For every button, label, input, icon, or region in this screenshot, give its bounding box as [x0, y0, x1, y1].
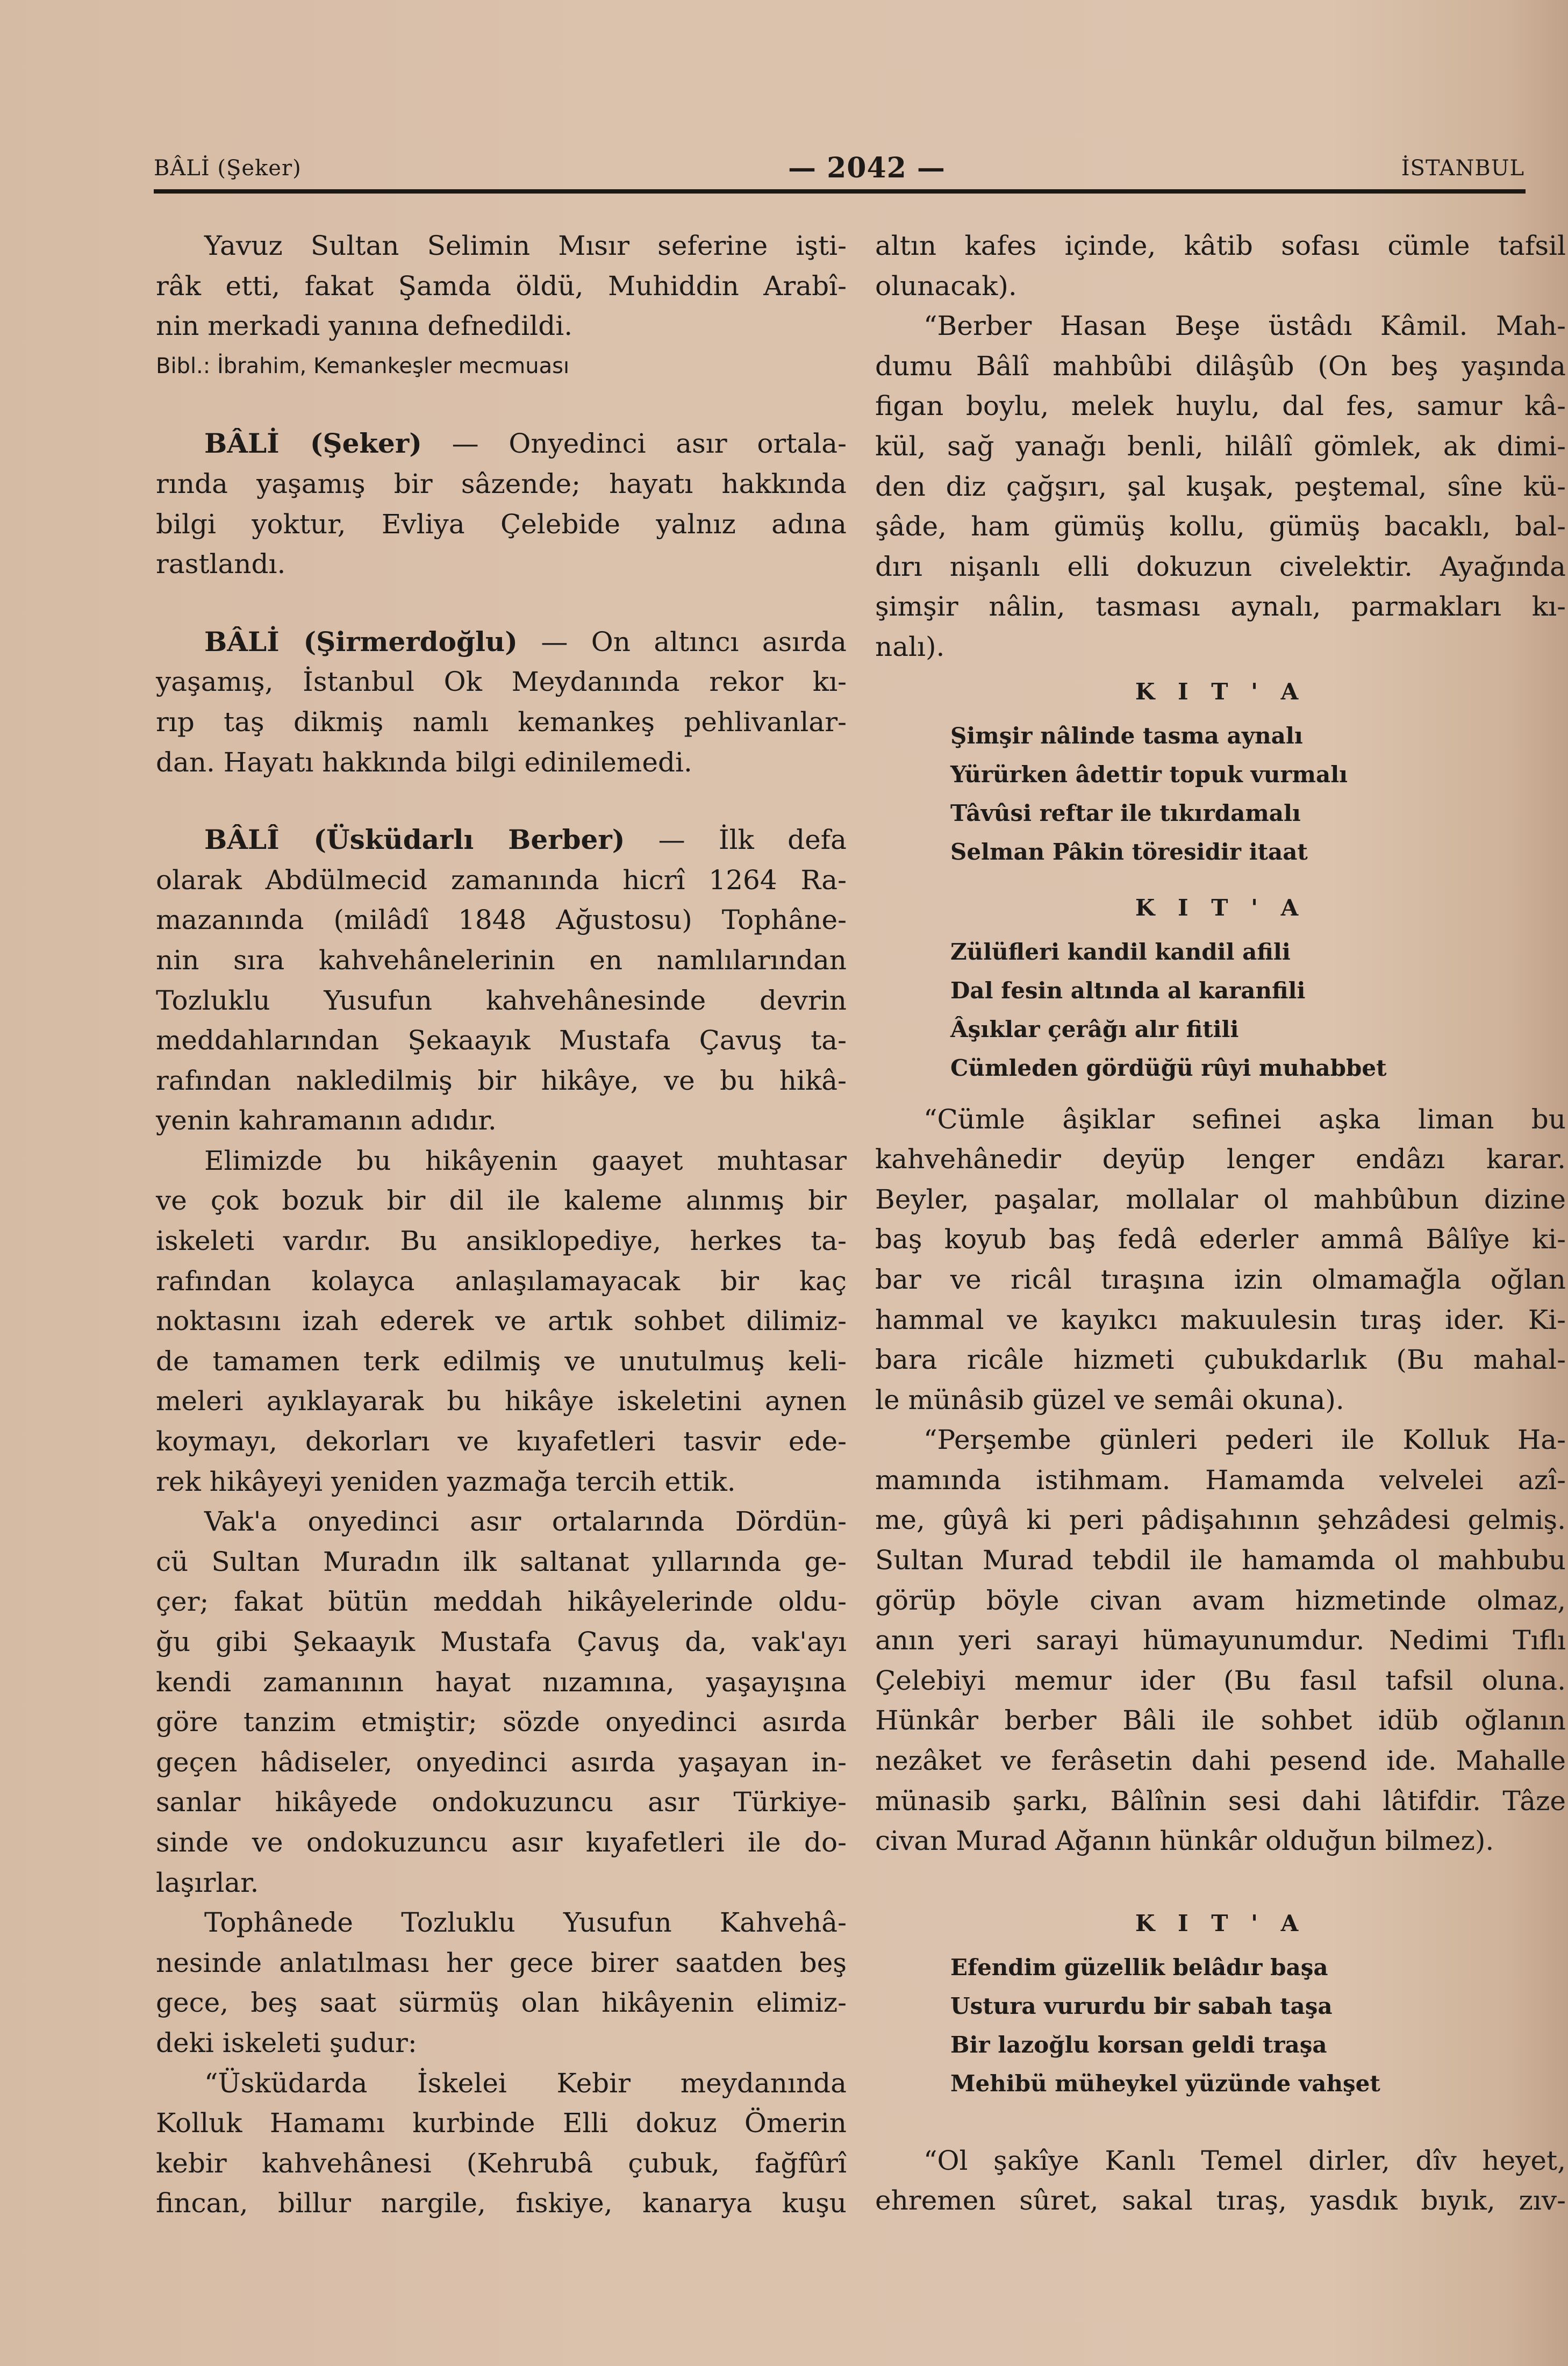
running-head-volume: İSTANBUL: [1401, 156, 1524, 181]
text-line: nesinde anlatılması her gece birer saatden beş: [156, 1947, 847, 1978]
right-column: [875, 226, 1566, 2221]
text-line: meleri ayıklayarak bu hikâye iskeletini aynen: [156, 1385, 847, 1417]
entry-bali-uskudarli: [156, 820, 847, 1141]
text-line: bar ve ricâl tıraşına izin olmamağla oğlan: [875, 1263, 1566, 1295]
text-line: şâde, ham gümüş kollu, gümüş bacaklı, bal-: [875, 511, 1566, 542]
text-line: nezâket ve ferâsetin dahi pesend ide. Mahalle: [875, 1745, 1566, 1777]
text-line: kahvehânedir deyüp lenger endâzı karar.: [875, 1143, 1566, 1175]
entry-headword: BÂLİ (Şirmerdoğlu): [204, 625, 518, 657]
text-line: “Üsküdarda İskelei Kebir meydanında: [204, 2067, 847, 2099]
text-line: de tamamen terk edilmiş ve unutulmuş keli-: [156, 1345, 847, 1377]
text-line: çer; fakat bütün meddah hikâyelerinde oldu-: [156, 1586, 847, 1618]
text-line: noktasını izah ederek ve artık sohbet dilimiz-: [156, 1305, 847, 1337]
text-line: dırı nişanlı elli dokuzun civelektir. Ayağında: [875, 551, 1566, 582]
verse-block-2: [875, 883, 1566, 1088]
verse-title: K I T ' A: [1135, 894, 1306, 921]
text-line: ğu gibi Şekaayık Mustafa Çavuş da, vak'ayı: [156, 1626, 847, 1657]
text-line: Kolluk Hamamı kurbinde Elli dokuz Ömerin: [156, 2107, 847, 2139]
verse-block-3: [875, 1899, 1566, 2103]
paragraph-persembe: [875, 1420, 1566, 1861]
paragraph-ol-sakiye: [875, 2141, 1566, 2221]
text-line: altın kafes içinde, kâtib sofası cümle tafsil: [875, 230, 1566, 261]
text-line: Beyler, paşalar, mollalar ol mahbûbun dizine: [875, 1183, 1566, 1215]
text-line: Elimizde bu hikâyenin gaayet muhtasar: [204, 1145, 847, 1176]
verse-line: Tâvûsi reftar ile tıkırdamalı: [950, 799, 1301, 826]
text-line: Çelebiyi memur ider (Bu fasıl tafsil oluna.: [875, 1664, 1566, 1696]
text-line: den diz çağşırı, şal kuşak, peştemal, sîne kü-: [875, 470, 1566, 502]
text-line: BÂLİ (Şeker) — Onyedinci asır ortala-: [204, 427, 847, 460]
entry-bali-seker: [156, 424, 847, 584]
text-line: “Ol şakîye Kanlı Temel dirler, dîv heyet,: [923, 2145, 1566, 2176]
verse-line: Selman Pâkin töresidir itaat: [950, 838, 1308, 865]
text-line: civan Murad Ağanın hünkâr olduğun bilmez).: [875, 1825, 1494, 1857]
text-line: yaşamış, İstanbul Ok Meydanında rekor kı-: [156, 666, 847, 698]
text-line: rında yaşamış bir sâzende; hayatı hakkında: [156, 468, 847, 499]
text-line: kül, sağ yanağı benli, hilâlî gömlek, ak dimi-: [875, 430, 1566, 462]
text-line: figan boylu, melek huylu, dal fes, samur kâ-: [875, 390, 1566, 422]
verse-line: Ustura vururdu bir sabah taşa: [950, 1992, 1333, 2019]
text-line: bilgi yoktur, Evliya Çelebide yalnız adına: [156, 508, 847, 540]
text-line: deki iskeleti şudur:: [156, 2027, 417, 2058]
text-line: “Cümle âşiklar sefinei aşka liman bu: [923, 1103, 1566, 1135]
text-line: meddahlarından Şekaayık Mustafa Çavuş ta-: [156, 1025, 847, 1056]
text-line: göre tanzim etmiştir; sözde onyedinci asırda: [156, 1706, 847, 1738]
text-line: le münâsib güzel ve semâi okuna).: [875, 1384, 1344, 1416]
text-line: yenin kahramanın adıdır.: [156, 1105, 497, 1136]
text-line: râk etti, fakat Şamda öldü, Muhiddin Arabî-: [156, 270, 847, 302]
text-line: ve çok bozuk bir dil ile kaleme alınmış bir: [156, 1185, 847, 1217]
text-line: geçen hâdiseler, onyedinci asırda yaşayan in-: [156, 1746, 847, 1778]
text-line: “Berber Hasan Beşe üstâdı Kâmil. Mah-: [923, 310, 1566, 342]
paragraph-yavuz: [156, 226, 847, 346]
text-line: Tozluklu Yusufun kahvehânesinde devrin: [156, 984, 847, 1016]
paragraph-continuation: [875, 226, 1566, 306]
running-head: [154, 145, 1524, 188]
text-line: rafından nakledilmiş bir hikâye, ve bu hikâ-: [156, 1064, 847, 1096]
text-line: gece, beş saat sürmüş olan hikâyenin elimiz-: [156, 1987, 847, 2019]
text-line: hammal ve kayıkcı makuulesin tıraş ider. Ki-: [875, 1304, 1566, 1335]
verse-line: Efendim güzellik belâdır başa: [950, 1954, 1328, 1981]
text-line: nin sıra kahvehânelerinin en namlılarından: [156, 944, 847, 976]
verse-title: K I T ' A: [1135, 1910, 1306, 1936]
paragraph-cumle: [875, 1099, 1566, 1420]
page-number: — 2042 —: [788, 152, 946, 184]
text-line: BÂLÎ (Üsküdarlı Berber) — İlk defa: [204, 824, 847, 856]
verse-line: Bir lazoğlu korsan geldi traşa: [950, 2031, 1327, 2058]
verse-block-1: [875, 667, 1566, 871]
text-line: nalı).: [875, 631, 945, 662]
text-line: iskeleti vardır. Bu ansiklopediye, herkes ta-: [156, 1225, 847, 1257]
text-line: rafından kolayca anlaşılamayacak bir kaç: [156, 1265, 847, 1297]
text-line: rek hikâyeyi yeniden yazmağa tercih ettik.: [156, 1466, 736, 1497]
paragraph-vaka: [156, 1502, 847, 1903]
paragraph-berber: [875, 306, 1566, 667]
text-line: mamında istihmam. Hamamda velvelei azî-: [875, 1464, 1566, 1496]
text-line: rıp taş dikmiş namlı kemankeş pehlivanlar-: [156, 706, 847, 738]
text-line: BÂLİ (Şirmerdoğlu) — On altıncı asırda: [204, 625, 847, 657]
text-line: görüp böyle civan avam hizmetinde olmaz,: [875, 1584, 1566, 1616]
text-line: şimşir nâlin, tasması aynalı, parmakları kı-: [875, 591, 1566, 623]
text-line: Sultan Murad tebdil ile hamamda ol mahbubu: [875, 1545, 1566, 1576]
text-line: ehremen sûret, sakal tıraş, yasdık bıyık, zıv-: [875, 2185, 1566, 2217]
text-line: Vak'a onyedinci asır ortalarında Dördün-: [204, 1506, 847, 1538]
verse-title: K I T ' A: [1135, 678, 1306, 705]
text-line: sanlar hikâyede ondokuzuncu asır Türkiye-: [156, 1786, 847, 1818]
text-line: rastlandı.: [156, 548, 286, 580]
entry-headword: BÂLİ (Şeker): [204, 427, 422, 460]
text-line: kendi zamanının hayat nızamına, yaşayışına: [156, 1666, 847, 1698]
text-line: cü Sultan Muradın ilk saltanat yıllarında ge-: [156, 1546, 847, 1577]
running-head-entry: BÂLİ (Şeker): [154, 156, 302, 181]
entry-headword: BÂLÎ (Üsküdarlı Berber): [204, 824, 625, 856]
verse-line: Dal fesin altında al karanfili: [950, 977, 1306, 1004]
text-line: mazanında (milâdî 1848 Ağustosu) Tophâne-: [156, 904, 847, 936]
text-line: Tophânede Tozluklu Yusufun Kahvehâ-: [204, 1907, 847, 1939]
text-line: olunacak).: [875, 270, 1017, 302]
paragraph-tophanede: [156, 1903, 847, 2063]
text-line: anın yeri sarayi hümayunumdur. Nedimi Tıflı: [875, 1625, 1566, 1656]
text-line: sinde ve ondokuzuncu asır kıyafetleri ile do-: [156, 1826, 847, 1858]
text-line: “Perşembe günleri pederi ile Kolluk Ha-: [923, 1424, 1566, 1456]
bibliography: Bibl.: İbrahim, Kemankeşler mecmuası: [156, 353, 570, 378]
text-line: laşırlar.: [156, 1867, 259, 1898]
header-rule: [154, 189, 1526, 194]
text-line: Yavuz Sultan Selimin Mısır seferine işti-: [204, 230, 847, 261]
text-line: dumu Bâlî mahbûbi dilâşûb (On beş yaşında: [875, 350, 1566, 382]
text-line: dan. Hayatı hakkında bilgi edinilemedi.: [156, 746, 692, 778]
paragraph-uskudarda: [156, 2063, 847, 2224]
text-line: kebir kahvehânesi (Kehrubâ çubuk, fağfûrî: [156, 2147, 847, 2179]
text-line: olarak Abdülmecid zamanında hicrî 1264 Ra-: [156, 864, 847, 896]
text-line: koymayı, dekorları ve kıyafetleri tasvir ede-: [156, 1426, 847, 1457]
entry-bali-sirmerdoglu: [156, 622, 847, 782]
verse-line: Yürürken âdettir topuk vurmalı: [950, 761, 1348, 788]
verse-line: Zülüfleri kandil kandil afili: [950, 938, 1291, 965]
paragraph-elimizde: [156, 1141, 847, 1502]
text-line: Hünkâr berber Bâli ile sohbet idüb oğlanın: [875, 1705, 1566, 1736]
verse-line: Cümleden gördüğü rûyi muhabbet: [950, 1054, 1387, 1081]
verse-line: Mehibü müheykel yüzünde vahşet: [950, 2070, 1380, 2097]
verse-line: Şimşir nâlinde tasma aynalı: [950, 722, 1303, 749]
text-line: baş koyub baş fedâ ederler ammâ Bâlîye ki-: [875, 1224, 1566, 1255]
text-line: nin merkadi yanına defnedildi.: [156, 310, 573, 342]
text-line: bara ricâle hizmeti çubukdarlık (Bu mahal-: [875, 1344, 1566, 1376]
text-line: fincan, billur nargile, fıskiye, kanarya kuşu: [156, 2188, 847, 2219]
left-column: [156, 226, 847, 2224]
text-line: me, gûyâ ki peri pâdişahının şehzâdesi gelmiş.: [875, 1504, 1566, 1536]
text-line: münasib şarkı, Bâlînin sesi dahi lâtifdir. Tâze: [875, 1785, 1566, 1817]
verse-line: Âşıklar çerâğı alır fitili: [950, 1016, 1239, 1042]
